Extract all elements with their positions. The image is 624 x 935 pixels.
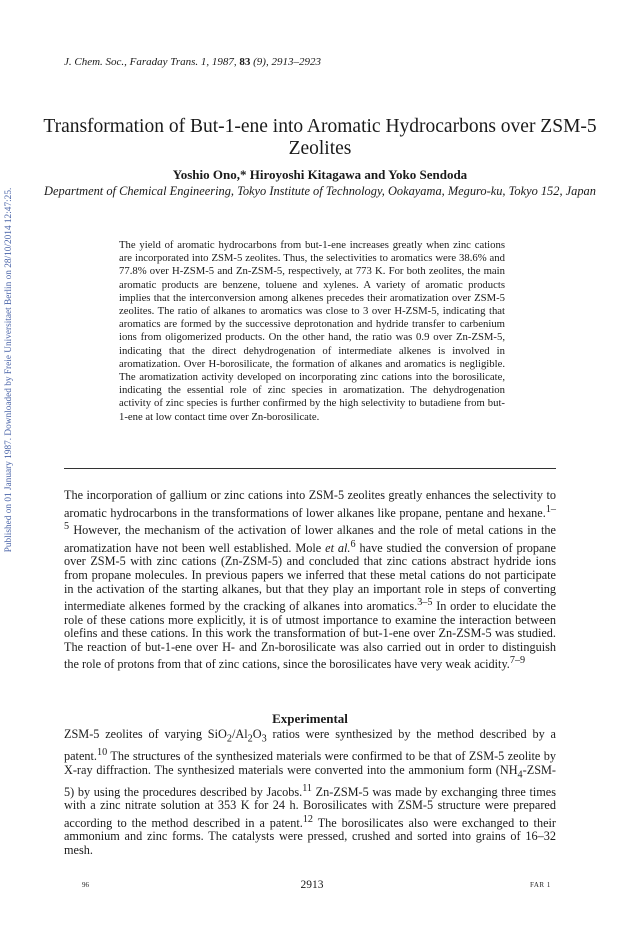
author-list: Yoshio Ono,* Hiroyoshi Kitagawa and Yoko Sendoda (172, 167, 468, 182)
citation-ref: 11 (302, 782, 313, 794)
citation-ref: 1–5 (64, 503, 556, 533)
citation-ref: 3–5 (417, 597, 433, 609)
abstract-divider (64, 468, 556, 469)
citation-ref: 6 (350, 538, 356, 550)
footer-right-code: FAR 1 (530, 881, 551, 889)
citation-ref: 7–9 (509, 655, 526, 667)
citation-ref: 10 (97, 746, 108, 758)
download-watermark (2, 160, 16, 580)
introduction-paragraph: The incorporation of gallium or zinc cations into ZSM-5 zeolites greatly enhances the selectivity to aromatic hydrocarbons in the transformations of lower alkanes like propane, pentane and hexane.$^{1-5}$ However, the mechanism of the activation of lower alkanes and the role of metal cations in the aromatization have not been well established. Mole et al.$^6$ have studied the conversion of propane over ZSM-5 with zinc cations (Zn-ZSM-5) and concluded that zinc cations abstract hydride ions from propane molecules. In previous papers we inferred that these metal cations do not participate in the activation of the starting alkanes, but that they play an important role in steps of converting intermediate alkenes formed by the cracking of alkanes into aromatics.$^{3-5}$ In order to elucidate the role of these cations more explicitly, it is of utmost importance to examine the interaction between olefins and these cations. In this work the transformation of but-1-ene over Zn-ZSM-5 was studied. The reaction of but-1-ene over H- and Zn-borosilicate was also carried out in order to distinguish the role of protons from that of zinc cations, since the borosilicates have very weak acidity.$^{7-9}$ (64, 488, 556, 672)
citation-pages: (9), 2913–2923 (253, 56, 321, 68)
paper-title: Transformation of But-1-ene into Aromatic Hydrocarbons over ZSM-5 Zeolites (43, 116, 597, 159)
experimental-paragraph: ZSM-5 zeolites of varying $SiO_2/Al_2O_3$ ratios were synthesized by the method described by a patent.$^{10}$ The structures of the synthesized materials were confirmed to be that of ZSM-5 zeolite by X-ray diffraction. The synthesized materials were converted into the ammonium form $(NH_4-ZSM-5)$ by using the procedures described by Jacobs.$^{11}$ Zn-ZSM-5 was made by exchanging three times with a zinc nitrate solution at 353 K for 24 h. Borosilicates with ZSM-5 structure were prepared according to the method described in a patent.$^{12}$ The borosilicates also were exchanged to their ammonium and zinc forms. The catalysts were pressed, crushed and sorted into grains of 16–32 mesh. (64, 727, 556, 857)
section-heading-experimental: Experimental (272, 711, 348, 726)
citation-ref: 12 (302, 813, 313, 825)
page-number: 2913 (300, 879, 324, 891)
author-affiliation: Department of Chemical Engineering, Tokyo Institute of Technology, Ookayama, Meguro-ku, Tokyo 152, Japan (44, 184, 596, 198)
footer-left-code: 96 (82, 881, 89, 889)
download-watermark-text: Published on 01 January 1987. Downloaded by Freie Universitaet Berlin on 28/10/2014 12:47:25. (4, 187, 14, 553)
citation-journal: J. Chem. Soc., Faraday Trans. 1, (64, 56, 210, 68)
journal-citation (64, 56, 321, 68)
citation-year: 1987, (211, 56, 237, 68)
abstract: The yield of aromatic hydrocarbons from but-1-ene increases greatly when zinc cations are incorporated into ZSM-5 zeolites. Thus, the selectivities to aromatics were 38.6% and 77.8% over H-ZSM-5 and Zn-ZSM-5, respectively, at 773 K. For both zeolites, the main aromatic products are benzene, toluene and xylenes. A variety of aromatic products implies that the interconversion among alkenes precedes their aromatization over ZSM-5 zeolites. The ratio of alkanes to aromatics was close to 3 over H-ZSM-5, indicating that aromatics are formed by the successive deprotonation and hydride transfer to carbenium ions from oligomerized products. On the other hand, the ratio was 0.9 over Zn-ZSM-5, indicating that the direct dehydrogenation of intermediate alkenes is involved in aromatization. Over H-borosilicate, the formation of alkanes and aromatics is negligible. The aromatization activity developed on incorporating zinc cations into the borosilicate, indicating the essential role of zinc species in aromatization. The dehydrogenation activity of zinc species is further confirmed by the high selectivity to butadiene from but-1-ene at low contact time over Zn-borosilicate. (119, 239, 505, 423)
citation-volume: 83 (239, 56, 251, 68)
